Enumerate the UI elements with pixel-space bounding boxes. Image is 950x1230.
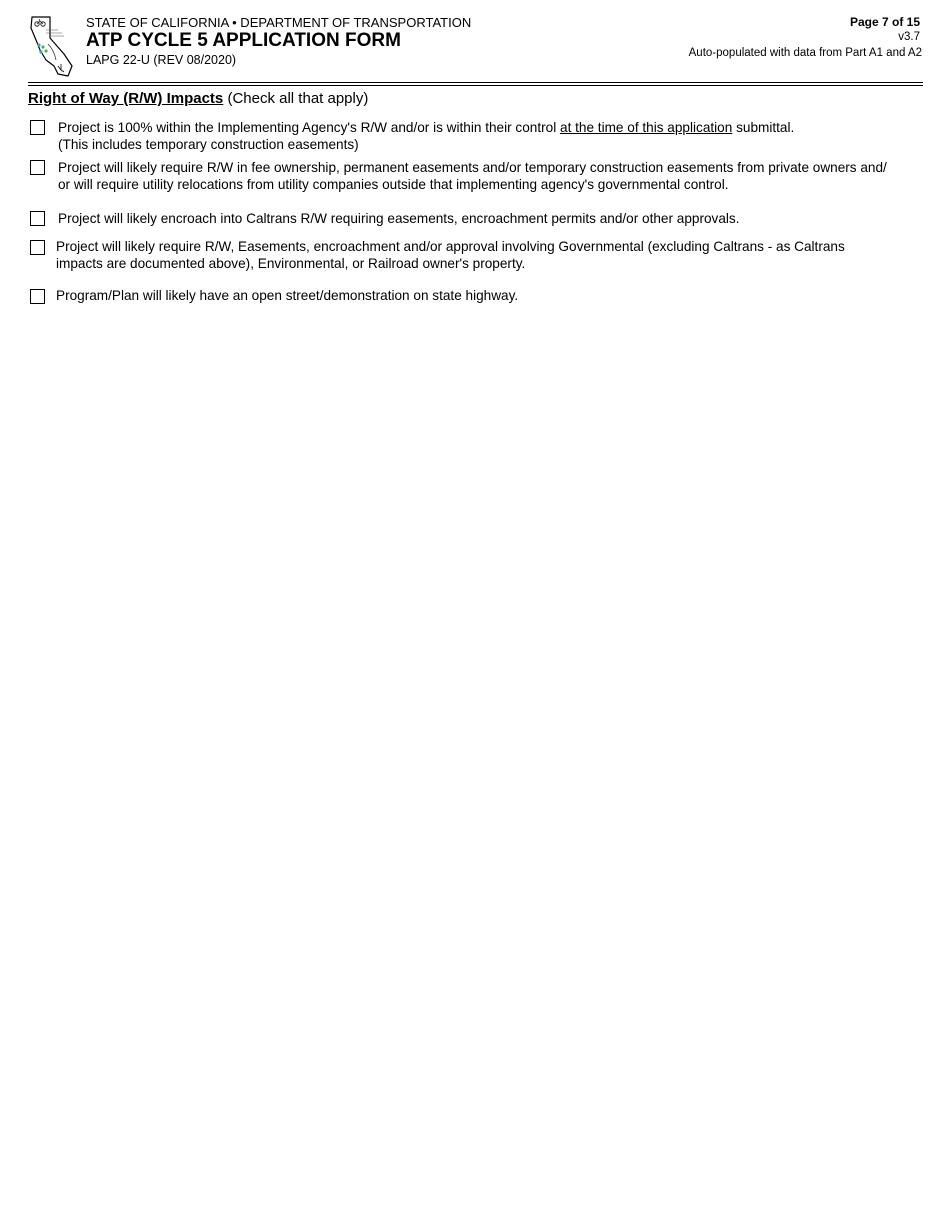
section-heading [28, 90, 368, 107]
atp-california-logo [28, 14, 74, 78]
version-label: v3.7 [898, 31, 920, 43]
rw-item-caltrans-line1: Project will likely encroach into Caltrans R/W requiring easements, encroachment permits and/or other approvals. [58, 211, 740, 226]
header-agency: STATE OF CALIFORNIA • DEPARTMENT OF TRANSPORTATION [86, 15, 472, 30]
rw-item-open-street [56, 287, 918, 304]
auto-populated-note: Auto-populated with data from Part A1 and A2 [688, 47, 922, 59]
rw-item-open-street-line1: Program/Plan will likely have an open street/demonstration on state highway. [56, 288, 519, 303]
rw-checkbox-open-street[interactable] [30, 289, 45, 304]
section-heading-note: (Check all that apply) [223, 90, 369, 107]
rw-checkbox-within-agency[interactable] [30, 120, 45, 135]
page-indicator: Page 7 of 15 [849, 15, 920, 29]
rw-item-caltrans [58, 210, 920, 227]
rw-checkbox-private-owners[interactable] [30, 160, 45, 175]
rw-item-private-owners-line1: Project will likely require R/W in fee ownership, permanent easements and/or temporary construction easements from private owners and/ [58, 160, 887, 175]
rw-item-within-agency-text-end: submittal. [732, 120, 795, 135]
rw-checkbox-governmental[interactable] [30, 240, 45, 255]
rw-item-within-agency-text: Project is 100% within the Implementing Agency's R/W and/or is within their control [58, 120, 561, 135]
rw-item-within-agency-underlined: at the time of this application [560, 120, 733, 135]
california-map-icon [28, 14, 74, 78]
rw-checkbox-caltrans[interactable] [30, 211, 45, 226]
rw-item-governmental-line2: impacts are documented above), Environmental, or Railroad owner's property. [56, 256, 526, 271]
rw-item-private-owners [58, 159, 920, 193]
rw-item-within-agency-line2: (This includes temporary construction easements) [58, 137, 359, 152]
form-number: LAPG 22-U (REV 08/2020) [86, 53, 237, 67]
rw-item-private-owners-line2: or will require utility relocations from utility companies outside that implementing agency's governmental control. [58, 177, 729, 192]
form-title: ATP CYCLE 5 APPLICATION FORM [86, 30, 401, 51]
rw-item-within-agency-line1 [58, 119, 920, 136]
rw-item-governmental [56, 238, 918, 272]
header-divider-top [28, 82, 923, 83]
header-divider-bottom [28, 85, 923, 86]
rw-item-governmental-line1: Project will likely require R/W, Easements, encroachment and/or approval involving Governmental (excluding Caltrans - as Caltrans [56, 239, 845, 254]
section-heading-title: Right of Way (R/W) Impacts [28, 90, 224, 107]
rw-item-within-agency [58, 119, 920, 153]
